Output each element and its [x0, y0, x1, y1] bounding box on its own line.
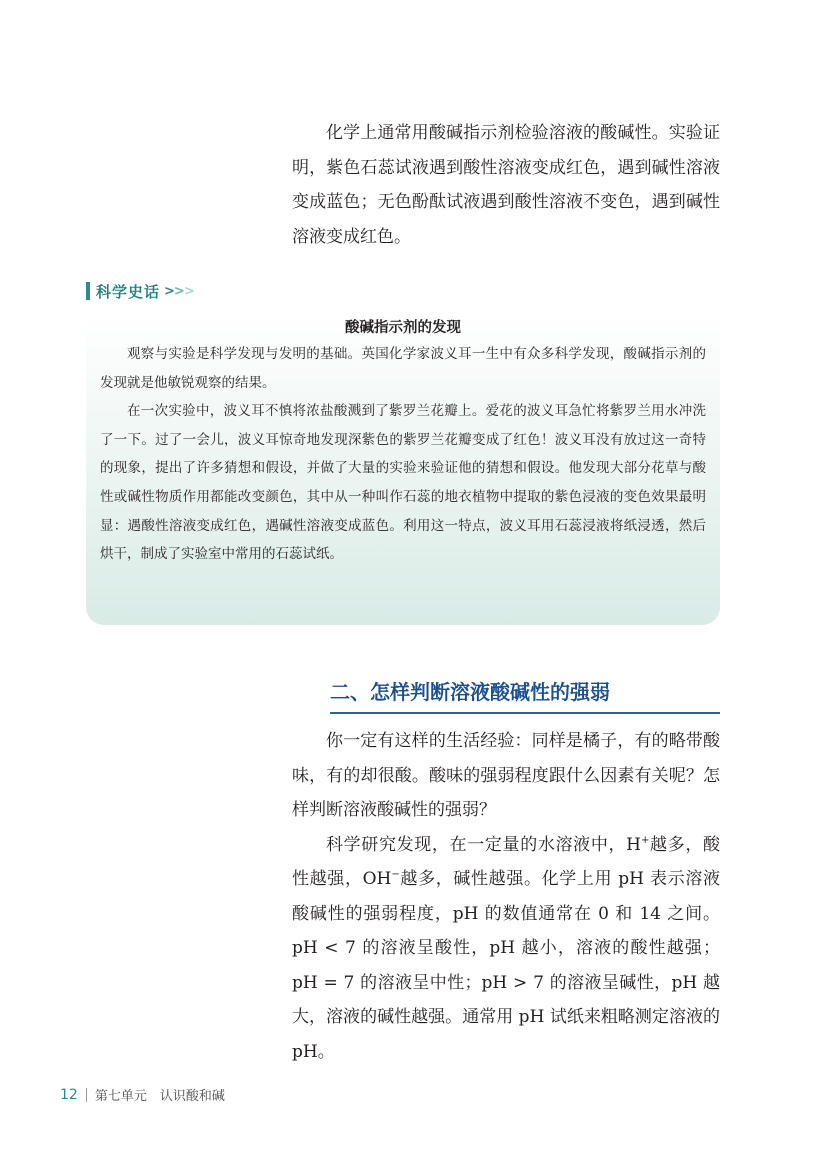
history-title: 酸碱指示剂的发现	[345, 320, 461, 336]
footer-divider	[86, 1088, 87, 1102]
chevron-right-icon: >>>	[164, 283, 194, 299]
history-paragraph-2: 在一次实验中，波义耳不慎将浓盐酸溅到了紫罗兰花瓣上。爱花的波义耳急忙将紫罗兰用水冲洗了一下。过了一会儿，波义耳惊奇地发现深紫色的紫罗兰花瓣变成了红色！波义耳没有放过这一奇特的现象，提出了许多猜想和假设，并做了大量的实验来验证他的猜想和假设。他发现大部分花草与酸性或碱性物质作用都能改变颜色，其中从一种叫作石蕊的地衣植物中提取的紫色浸液的变色效果最明显：遇酸性溶液变成红色，遇碱性溶液变成蓝色。利用这一特点，波义耳用石蕊浸液将纸浸透，然后烘干，制成了实验室中常用的石蕊试纸。	[100, 403, 706, 563]
section-paragraph-2: 科学研究发现，在一定量的水溶液中，H+越多，酸性越强，OH−越多，碱性越强。化学上用 pH 表示溶液酸碱性的强弱程度，pH 的数值通常在 0 和 14 之间。pH < 7 的溶液呈酸性，pH 越小，溶液的酸性越强；pH = 7 的溶液呈中性；pH > 7 的溶液呈碱性，pH 越大，溶液的碱性越强。通常用 pH 试纸来粗略测定溶液的 pH。	[292, 834, 721, 1062]
intro-paragraph: 化学上通常用酸碱指示剂检验溶液的酸碱性。实验证明，紫色石蕊试液遇到酸性溶液变成红色，遇到碱性溶液变成蓝色；无色酚酞试液遇到酸性溶液不变色，遇到碱性溶液变成红色。	[292, 123, 720, 247]
section-paragraph-1: 你一定有这样的生活经验：同样是橘子，有的略带酸味，有的却很酸。酸味的强弱程度跟什么因素有关呢？怎样判断溶液酸碱性的强弱？	[292, 731, 720, 820]
page-number: 12	[60, 1086, 78, 1103]
science-history-label: 科学史话	[96, 282, 161, 301]
history-paragraph-1: 观察与实验是科学发现与发明的基础。英国化学家波义耳一生中有众多科学发现，酸碱指示剂的发现就是他敏锐观察的结果。	[100, 346, 706, 391]
tag-bar	[86, 282, 90, 300]
science-history-tag	[86, 280, 194, 302]
science-history-box	[86, 312, 720, 625]
page-footer	[60, 1085, 225, 1104]
unit-title: 第七单元 认识酸和碱	[94, 1089, 225, 1104]
section-body	[292, 724, 720, 1069]
section-heading: 二、怎样判断溶液酸碱性的强弱	[330, 672, 720, 714]
